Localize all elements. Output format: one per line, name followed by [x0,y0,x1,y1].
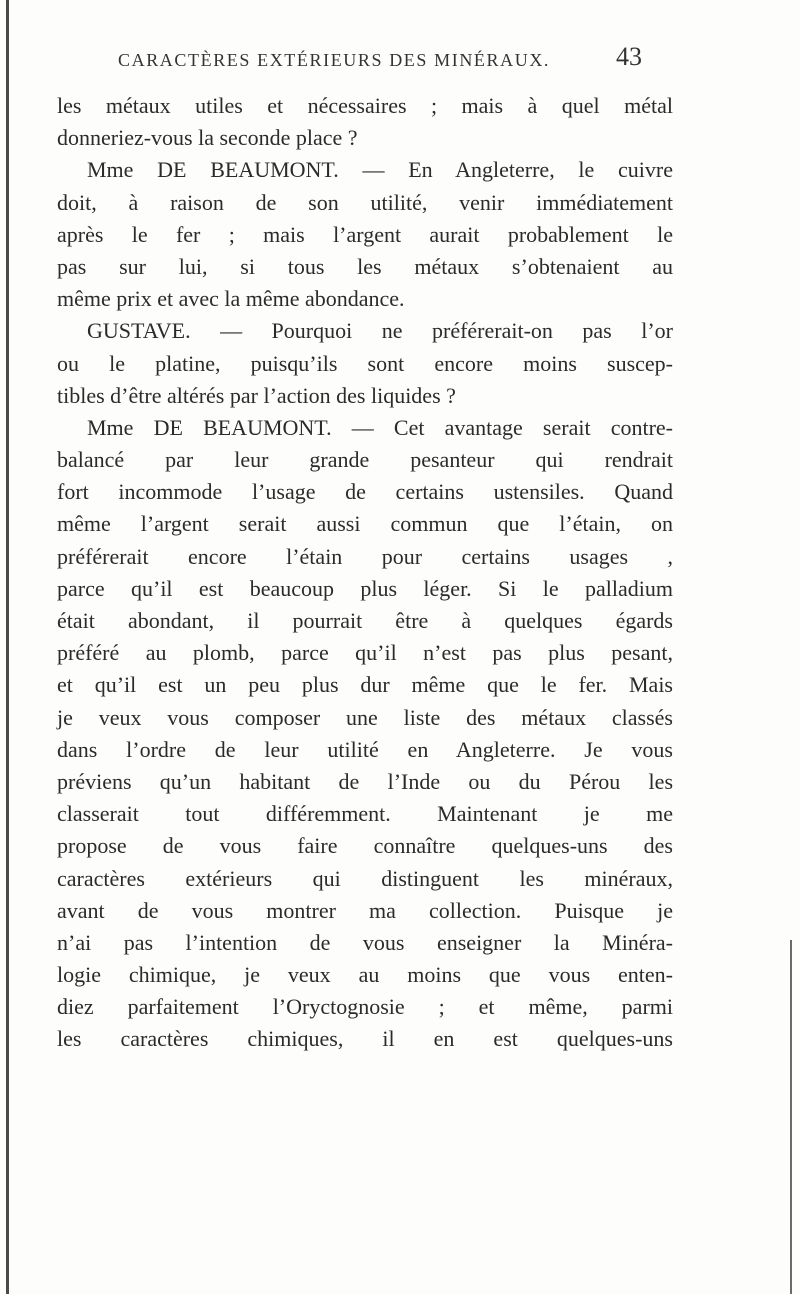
text-line: avant de vous montrer ma collection. Puisque je [57,897,673,923]
text-line: logie chimique, je veux au moins que vous enten- [57,962,673,988]
text-line: et qu’il est un peu plus dur même que le fer. Mais [57,672,673,698]
text-line: doit, à raison de son utilité, venir immédiatement [57,189,673,215]
text-line: fort incommode l’usage de certains ustensiles. Quand [57,479,673,505]
page-edge-rule [790,940,792,1294]
text-line: les métaux utiles et nécessaires ; mais à quel métal [57,93,673,118]
text-line: n’ai pas l’intention de vous enseigner la Minéra- [57,929,673,955]
text-line: même l’argent serait aussi commun que l’étain, on [57,511,673,537]
text-line: balancé par leur grande pesanteur qui rendrait [57,447,673,473]
text-line: ou le platine, puisqu’ils sont encore moins suscep- [57,350,673,376]
text-line: Mme DE BEAUMONT. — Cet avantage serait contre- [87,414,673,440]
running-head [118,42,678,78]
text-line: classerait tout différemment. Maintenant je me [57,801,673,827]
text-line: GUSTAVE. — Pourquoi ne préférerait-on pas l’or [87,318,673,344]
text-line: les caractères chimiques, il en est quelques-uns [57,1026,673,1052]
text-line: préviens qu’un habitant de l’Inde ou du Pérou les [57,768,673,794]
text-line: diez parfaitement l’Oryctognosie ; et même, parmi [57,994,673,1020]
text-line: préféré au plomb, parce qu’il n’est pas plus pesant, [57,640,673,666]
text-line: caractères extérieurs qui distinguent les minéraux, [57,865,673,891]
running-head-title: CARACTÈRES EXTÉRIEURS DES MINÉRAUX. [118,50,551,70]
page-number: 43 [616,42,642,71]
text-line: même prix et avec la même abondance. [57,286,405,312]
text-line: après le fer ; mais l’argent aurait probablement le [57,221,673,247]
text-line: propose de vous faire connaître quelques-uns des [57,833,673,859]
page-edge-shadow [6,0,9,1294]
text-line: parce qu’il est beaucoup plus léger. Si le palladium [57,575,673,601]
text-line: Mme DE BEAUMONT. — En Angleterre, le cuivre [87,157,673,183]
text-line: pas sur lui, si tous les métaux s’obtenaient au [57,253,673,279]
text-line: était abondant, il pourrait être à quelques égards [57,608,673,633]
body-text [57,90,673,1056]
text-line: préférerait encore l’étain pour certains usages , [57,543,673,569]
text-line: je veux vous composer une liste des métaux classés [57,704,673,730]
text-line: dans l’ordre de leur utilité en Angleterre. Je vous [57,736,673,762]
text-line: tibles d’être altérés par l’action des liquides ? [57,382,456,408]
text-line: donneriez-vous la seconde place ? [57,125,358,151]
